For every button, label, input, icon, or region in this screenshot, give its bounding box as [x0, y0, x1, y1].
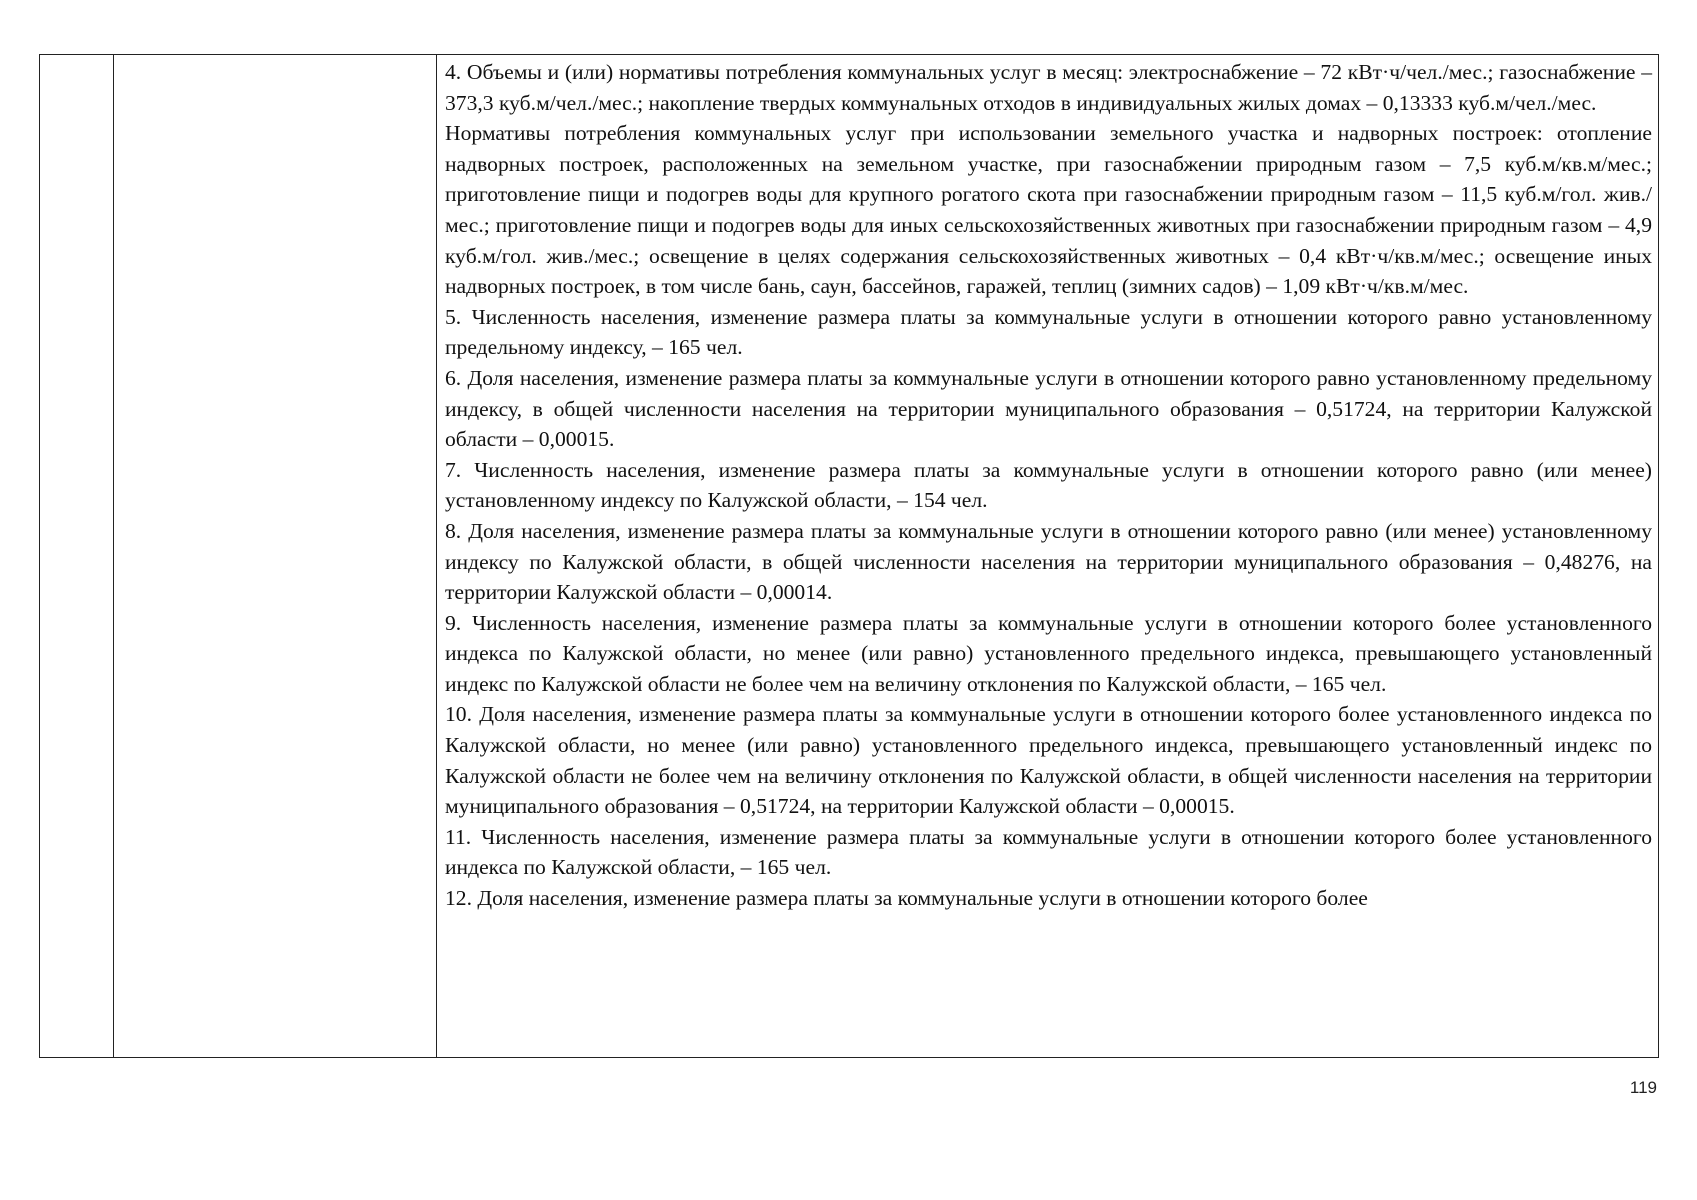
paragraph-item-11: 11. Численность населения, изменение размера платы за коммунальные услуги в отношении которого более установленного индекса по Калужской области, – 165 чел.: [445, 824, 1652, 880]
paragraph-item-7: 7. Численность населения, изменение размера платы за коммунальные услуги в отношении которого равно (или менее) установленному индексу по Калужской области, – 154 чел.: [445, 457, 1652, 513]
document-table: [39, 54, 1659, 1058]
table-column-number: [40, 55, 114, 1057]
table-column-content: [437, 55, 1658, 1057]
paragraph-item-10: 10. Доля населения, изменение размера платы за коммунальные услуги в отношении которого более установленного индекса по Калужской области, но менее (или равно) установленного предельного индекса, превышающего установленный индекс по Калужской области не более чем на величину отклонения по Калужской области, в общей численности населения на территории муниципального образования – 0,51724, на территории Калужской области – 0,00015.: [445, 702, 1652, 819]
paragraph-item-4: 4. Объемы и (или) нормативы потребления коммунальных услуг в месяц: электроснабжение – 72 кВт·ч/чел./мес.; газоснабжение – 373,3 куб.м/чел./мес.; накопление твердых коммунальных отходов в индивидуальных жилых домах – 0,13333 куб.м/чел./мес.: [445, 60, 1652, 115]
page-number: 119: [1629, 1078, 1657, 1097]
table-column-name: [114, 55, 437, 1057]
paragraph-item-9: 9. Численность населения, изменение размера платы за коммунальные услуги в отношении которого более установленного индекса по Калужской области, но менее (или равно) установленного предельного индекса, превышающего установленный индекс по Калужской области не более чем на величину отклонения по Калужской области, – 165 чел.: [445, 610, 1652, 696]
paragraph-item-6: 6. Доля населения, изменение размера платы за коммунальные услуги в отношении которого равно установленному предельному индексу, в общей численности населения на территории муниципального образования – 0,51724, на территории Калужской области – 0,00015.: [445, 365, 1652, 452]
paragraph-item-12: 12. Доля населения, изменение размера платы за коммунальные услуги в отношении которого более: [445, 886, 1368, 911]
paragraph-item-8: 8. Доля населения, изменение размера платы за коммунальные услуги в отношении которого равно (или менее) установленному индексу по Калужской области, в общей численности населения на территории муниципального образования – 0,48276, на территории Калужской области – 0,00014.: [445, 518, 1652, 605]
paragraph-item-5: 5. Численность населения, изменение размера платы за коммунальные услуги в отношении которого равно установленному предельному индексу, – 165 чел.: [445, 304, 1652, 360]
paragraph-norms-land: Нормативы потребления коммунальных услуг при использовании земельного участка и надворных построек: отопление надворных построек, расположенных на земельном участке, при газоснабжении природным газом – 7,5 куб.м/кв.м/мес.; приготовление пищи и подогрев воды для крупного рогатого скота при газоснабжении природным газом – 11,5 куб.м/гол. жив./мес.; приготовление пищи и подогрев воды для иных сельскохозяйственных животных при газоснабжении природным газом – 4,9 куб.м/гол. жив./мес.; освещение в целях содержания сельскохозяйственных животных – 0,4 кВт·ч/кв.м/мес.; освещение иных надворных построек, в том числе бань, саун, бассейнов, гаражей, теплиц (зимних садов) – 1,09 кВт·ч/кв.м/мес.: [445, 121, 1652, 299]
